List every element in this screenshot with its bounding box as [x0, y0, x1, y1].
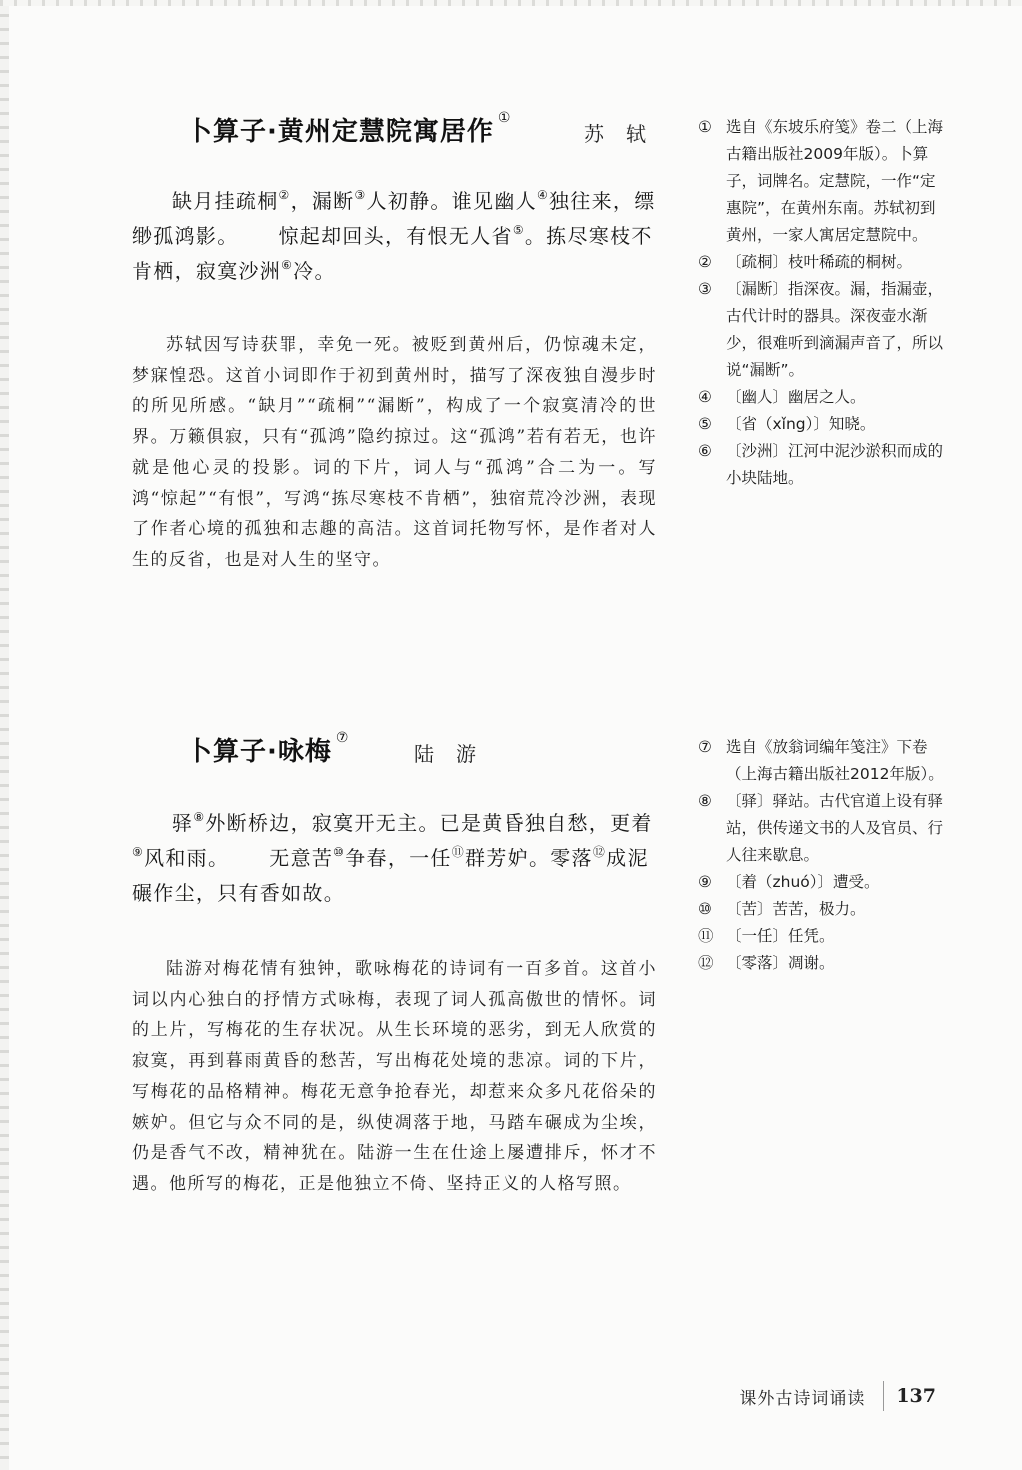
footnote-text: 〔幽人〕幽居之人。 [726, 388, 866, 406]
footnote [698, 438, 944, 492]
poem1-note-ref: ③ [354, 188, 367, 202]
footnote [698, 923, 944, 950]
footnote-number: ① [698, 118, 712, 136]
footnote-number: ⑤ [698, 415, 712, 433]
poem1-note-ref: ② [278, 188, 291, 202]
page-edge-top [0, 0, 1022, 6]
footnote [698, 734, 944, 788]
footnote [698, 950, 944, 977]
footnote-text: 〔零落〕凋谢。 [726, 954, 835, 972]
footnote-number: ③ [698, 280, 712, 298]
poem2-text: 无意苦 [269, 846, 334, 870]
poem1-note-ref: ④ [536, 188, 549, 202]
page-edge [0, 0, 9, 1470]
poem1-note-ref: ⑤ [512, 223, 525, 237]
poem2-text: 成泥碾作尘，只有香如故。 [132, 846, 649, 905]
poem1-text: 。拣尽寒枝不肯栖，寂寞沙洲 [132, 224, 653, 283]
footnote [698, 384, 944, 411]
poem1-notes [698, 114, 944, 492]
poem2-note-ref: ⑩ [333, 845, 346, 859]
poem2-notes [698, 734, 944, 977]
poem1-title-text: 卜算子·黄州定慧院寓居作 [186, 117, 494, 147]
poem2-note-ref: ⑪ [451, 845, 466, 859]
poem2-note-ref: ⑧ [193, 810, 206, 824]
footnote-text: 〔疏桐〕枝叶稀疏的桐树。 [726, 253, 913, 271]
footnote-text: 〔省（xǐng）〕知晓。 [726, 415, 876, 433]
poem1-title-note: ① [497, 110, 512, 126]
footnote-text: 选自《东坡乐府笺》卷二（上海古籍出版社2009年版）。卜算子，词牌名。定慧院，一作“定惠院”，在黄州东南。苏轼初到黄州，一家人寓居定慧院中。 [726, 118, 944, 244]
footnote-text: 〔一任〕任凭。 [726, 927, 835, 945]
footnote-number: ⑩ [698, 900, 712, 918]
poem2-note-ref: ⑫ [592, 845, 607, 859]
poem2-text: 争春，一任 [345, 846, 452, 870]
poem2-title-text: 卜算子·咏梅 [186, 737, 332, 767]
footnote [698, 411, 944, 438]
poem1-text: 人初静。谁见幽人 [366, 189, 537, 213]
poem1-text: 缺月挂疏桐 [172, 189, 279, 213]
poem1-title [186, 110, 511, 148]
footnote-number: ⑫ [698, 954, 714, 972]
page-number: 137 [896, 1385, 936, 1407]
footnote-text: 〔驿〕驿站。古代官道上设有驿站，供传递文书的人及官员、行人往来歇息。 [726, 792, 944, 864]
footnote-text: 〔漏断〕指深夜。漏，指漏壶，古代计时的器具。深夜壶水渐少，很难听到滴漏声音了，所以说“漏断”。 [726, 280, 944, 379]
footnote-number: ⑥ [698, 442, 712, 460]
footnote-number: ⑨ [698, 873, 712, 891]
poem2-title-note: ⑦ [335, 730, 350, 746]
poem1-commentary [132, 330, 657, 576]
poem2-body [132, 806, 657, 911]
footnote-number: ⑦ [698, 738, 712, 756]
section-title: 课外古诗词诵读 [739, 1388, 866, 1409]
poem1-note-ref: ⑥ [281, 258, 294, 272]
poem1-text: 冷。 [293, 259, 336, 283]
footnote-number: ④ [698, 388, 712, 406]
footnote [698, 788, 944, 869]
footnote-number: ⑪ [698, 927, 714, 945]
poem2-commentary-text: 陆游对梅花情有独钟，歌咏梅花的诗词有一百多首。这首小词以内心独白的抒情方式咏梅，表现了词人孤高傲世的情怀。词的上片，写梅花的生存状况。从生长环境的恶劣，到无人欣赏的寂寞，再到暮雨黄昏的愁苦，写出梅花处境的悲凉。词的下片，写梅花的品格精神。梅花无意争抢春光，却惹来众多凡花俗朵的嫉妒。但它与众不同的是，纵使凋落于地，马踏车碾成为尘埃，仍是香气不改，精神犹在。陆游一生在仕途上屡遭排斥，怀才不遇。他所写的梅花，正是他独立不倚、坚持正义的人格写照。 [132, 959, 657, 1194]
page-footer [739, 1378, 936, 1414]
footnote [698, 276, 944, 384]
footnote-text: 〔着（zhuó）〕遭受。 [726, 873, 880, 891]
poem2-text: 驿 [172, 811, 194, 835]
footnote [698, 896, 944, 923]
poem1-author: 苏轼 [584, 122, 668, 146]
footnote [698, 249, 944, 276]
footnote [698, 869, 944, 896]
footnote-text: 〔沙洲〕江河中泥沙淤积而成的小块陆地。 [726, 442, 944, 487]
footnote-text: 〔苦〕苦苦，极力。 [726, 900, 866, 918]
poem2-text: 外断桥边，寂寞开无主。已是黄昏独自愁，更着 [205, 811, 653, 835]
poem1-text: ，漏断 [290, 189, 355, 213]
poem2-note-ref: ⑨ [132, 845, 145, 859]
poem2-author: 陆游 [414, 742, 498, 766]
poem1-body [132, 184, 657, 289]
poem1-text: 惊起却回头，有恨无人省 [278, 224, 513, 248]
poem2-commentary [132, 954, 657, 1200]
footnote-number: ② [698, 253, 712, 271]
poem1-commentary-text: 苏轼因写诗获罪，幸免一死。被贬到黄州后，仍惊魂未定，梦寐惶恐。这首小词即作于初到黄州时，描写了深夜独自漫步时的所见所感。“缺月”“疏桐”“漏断”，构成了一个寂寞清冷的世界。万籁俱寂，只有“孤鸿”隐约掠过。这“孤鸿”若有若无，也许就是他心灵的投影。词的下片，词人与“孤鸿”合二为一。写鸿“惊起”“有恨”，写鸿“拣尽寒枝不肯栖”，独宿荒冷沙洲，表现了作者心境的孤独和志趣的高洁。这首词托物写怀，是作者对人生的反省，也是对人生的坚守。 [132, 335, 657, 570]
poem2-title [186, 730, 349, 768]
footnote-number: ⑧ [698, 792, 712, 810]
footnote [698, 114, 944, 249]
poem1-text: 独往来，缥缈孤鸿影。 [132, 189, 656, 248]
footer-divider [883, 1381, 884, 1411]
footnote-text: 选自《放翁词编年笺注》下卷（上海古籍出版社2012年版）。 [726, 738, 944, 783]
poem2-text: 群芳妒。零落 [465, 846, 593, 870]
poem2-text: 风和雨。 [144, 846, 230, 870]
